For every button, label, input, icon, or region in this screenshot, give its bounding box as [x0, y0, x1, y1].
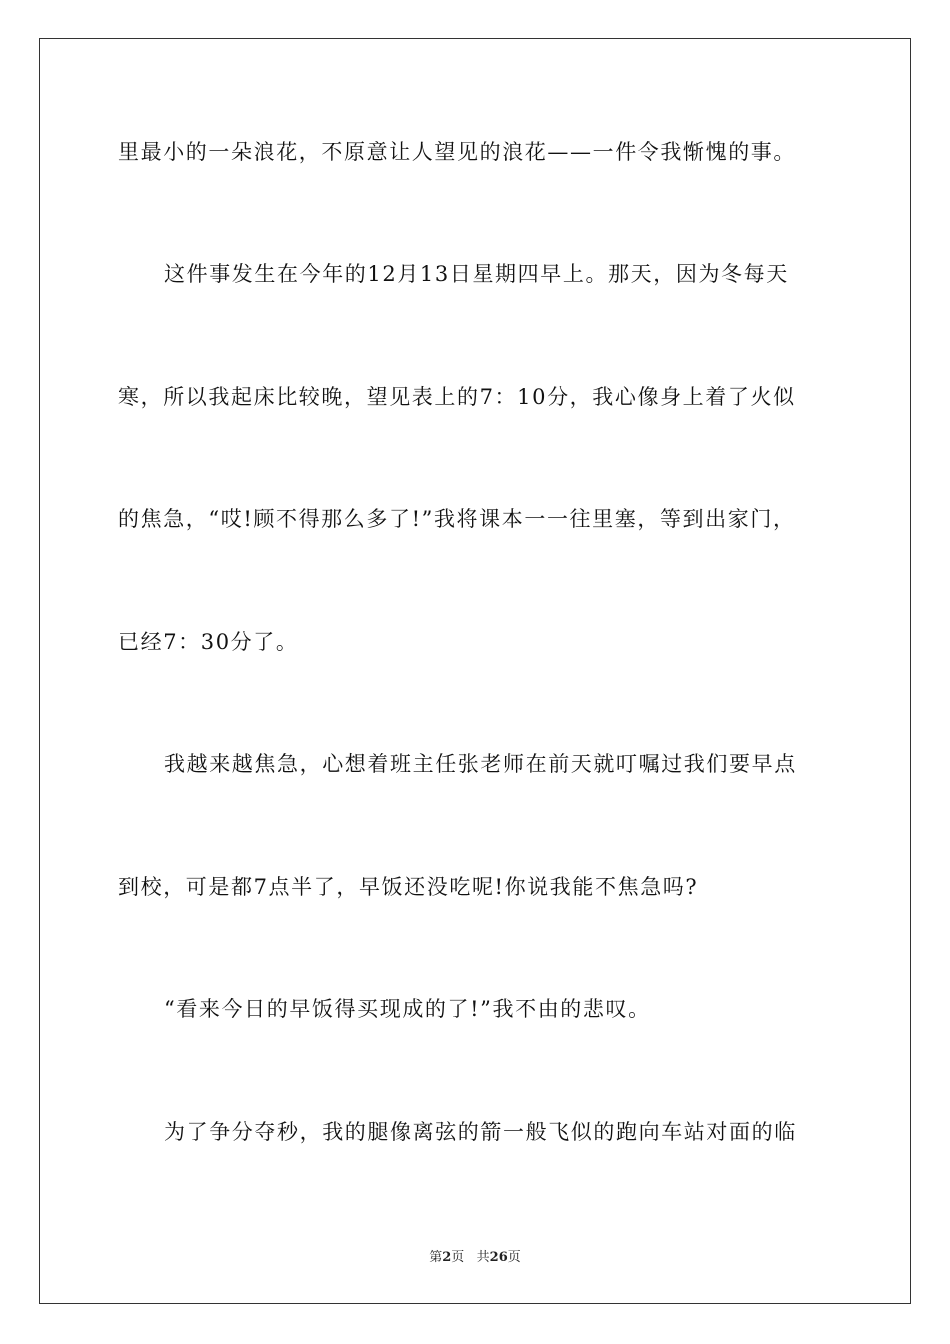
text-line-4: 的焦急，“哎!顾不得那么多了!”我将课本一一往里塞，等到出家门，: [118, 507, 796, 531]
text-line-8: “看来今日的早饭得买现成的了!”我不由的悲叹。: [164, 997, 651, 1021]
text-line-7: 到校，可是都7点半了，早饭还没吃呢!你说我能不焦急吗?: [118, 875, 699, 899]
page-frame: [39, 38, 911, 1304]
current-page-number: 2: [442, 1250, 452, 1265]
footer-mid: 页 共: [451, 1250, 490, 1265]
footer-prefix: 第: [429, 1250, 443, 1265]
text-line-6: 我越来越焦急，心想着班主任张老师在前天就叮嘱过我们要早点: [164, 752, 797, 776]
text-line-3: 寒，所以我起床比较晚，望见表上的7：10分，我心像身上着了火似: [118, 385, 796, 409]
total-page-count: 26: [489, 1250, 508, 1265]
page-footer: [0, 1246, 950, 1265]
text-line-9: 为了争分夺秒，我的腿像离弦的箭一般飞似的跑向车站对面的临: [164, 1120, 797, 1144]
text-line-5: 已经7：30分了。: [118, 630, 299, 654]
footer-suffix: 页: [507, 1250, 521, 1265]
text-line-1: 里最小的一朵浪花，不原意让人望见的浪花——一件令我惭愧的事。: [118, 140, 796, 164]
text-line-2: 这件事发生在今年的12月13日星期四早上。那天，因为冬每天: [164, 262, 789, 286]
